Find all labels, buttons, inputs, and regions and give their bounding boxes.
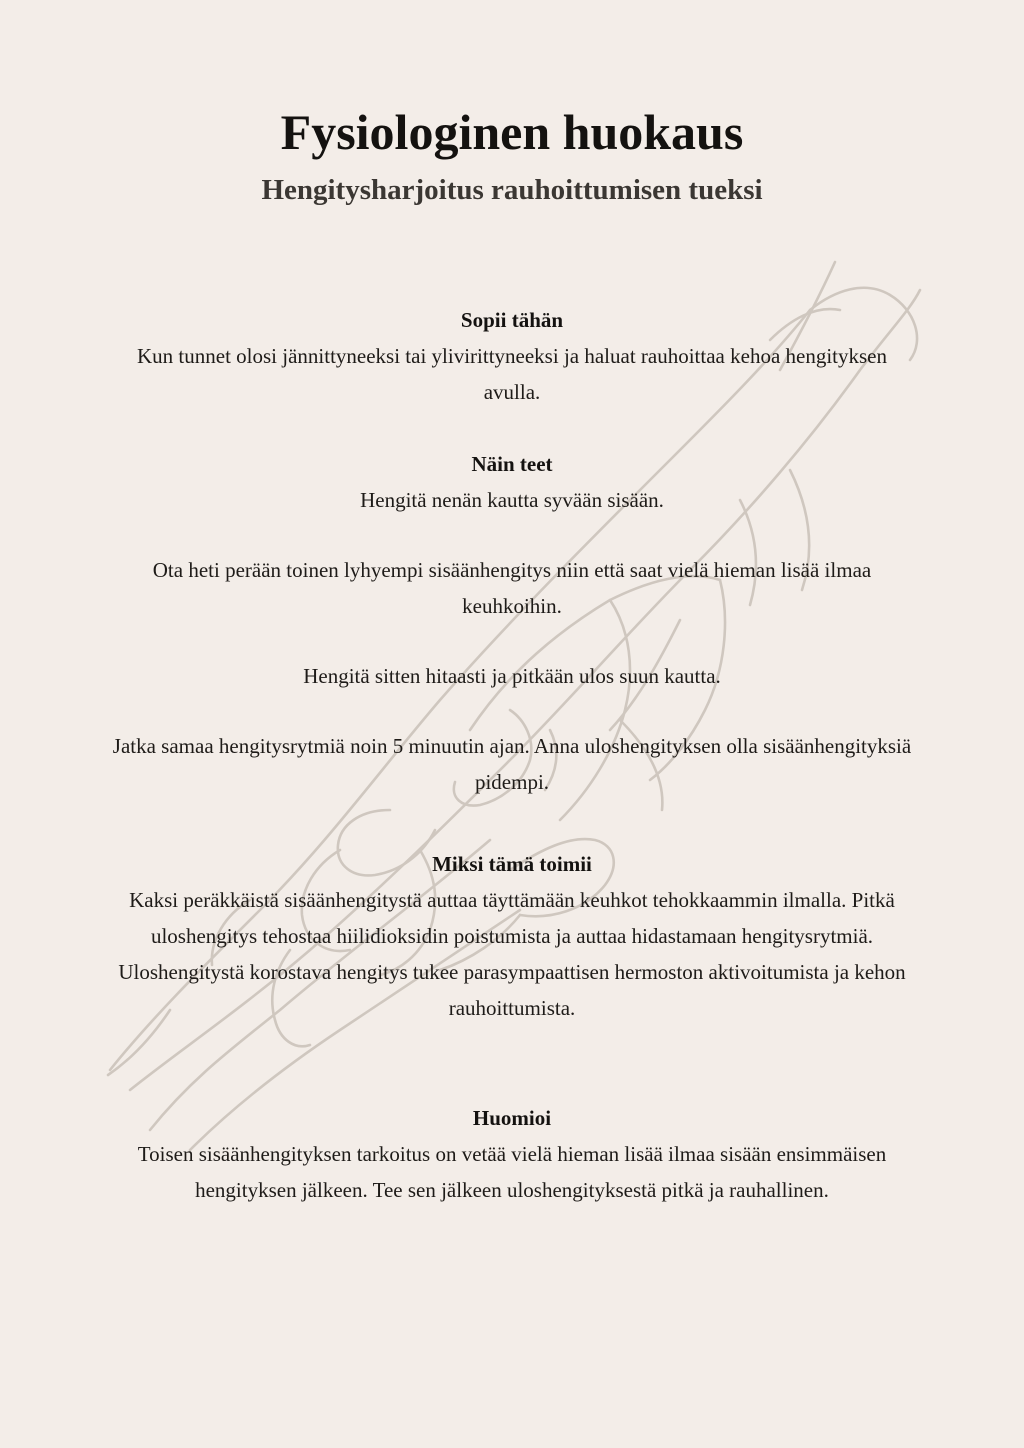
section-paragraph: Toisen sisäänhengityksen tarkoitus on vetää vielä hieman lisää ilmaa sisään ensimmäisen hengityksen jälkeen. Tee sen jälkeen uloshengityksestä pitkä ja rauhallinen. [137,1142,887,1202]
section-heading: Näin teet [471,452,553,476]
page-subtitle: Hengitysharjoitus rauhoittumisen tueksi [261,174,763,206]
section-heading: Sopii tähän [460,308,564,332]
section-paragraph: Ota heti perään toinen lyhyempi sisäänhengitys niin että saat vielä hieman lisää ilmaa keuhkoihin. [152,558,872,618]
section-miksi-tama-toimii [112,846,912,1026]
section-paragraph: Hengitä sitten hitaasti ja pitkään ulos suun kautta. [303,664,721,688]
section-heading: Miksi tämä toimii [432,852,592,876]
section-huomioi [112,1100,912,1208]
section-paragraph: Jatka samaa hengitysrytmiä noin 5 minuutin ajan. Anna uloshengityksen olla sisäänhengityksiä pidempi. [112,734,912,794]
section-paragraph: Hengitä nenän kautta syvään sisään. [360,488,664,512]
section-sopii-tahan [112,302,912,410]
section-nain-teet [112,446,912,800]
page-title: Fysiologinen huokaus [280,104,744,160]
section-heading: Huomioi [472,1106,552,1130]
section-paragraph: Kaksi peräkkäistä sisäänhengitystä auttaa täyttämään keuhkot tehokkaammin ilmalla. Pitkä uloshengitys tehostaa hiilidioksidin poistumista ja auttaa hidastamaan hengitysrytmiä. Uloshengitystä korostava hengitys tukee parasympaattisen hermoston aktivoitumista ja kehon rauhoittumista. [118,888,906,1020]
section-paragraph: Kun tunnet olosi jännittyneeksi tai ylivirittyneeksi ja haluat rauhoittaa kehoa hengityksen avulla. [137,344,887,404]
